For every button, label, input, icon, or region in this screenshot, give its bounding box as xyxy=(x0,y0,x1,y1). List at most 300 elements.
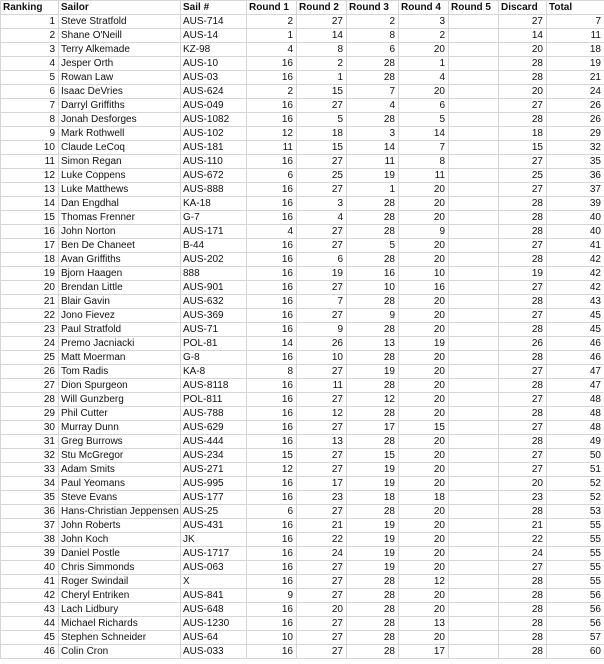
cell-sailor[interactable]: Darryl Griffiths xyxy=(59,99,181,113)
cell-sailor[interactable]: Colin Cron xyxy=(59,645,181,659)
cell-round2[interactable]: 27 xyxy=(297,225,347,239)
cell-round4[interactable]: 20 xyxy=(399,211,449,225)
cell-discard[interactable]: 28 xyxy=(499,379,547,393)
cell-discard[interactable]: 20 xyxy=(499,85,547,99)
cell-round1[interactable]: 16 xyxy=(247,323,297,337)
cell-discard[interactable]: 28 xyxy=(499,71,547,85)
cell-sail[interactable]: AUS-271 xyxy=(181,463,247,477)
cell-sail[interactable]: AUS-629 xyxy=(181,421,247,435)
cell-round3[interactable]: 28 xyxy=(347,575,399,589)
cell-ranking[interactable]: 41 xyxy=(1,575,59,589)
cell-round5[interactable] xyxy=(449,449,499,463)
cell-discard[interactable]: 28 xyxy=(499,57,547,71)
column-header-round5[interactable]: Round 5 xyxy=(449,1,499,15)
cell-discard[interactable]: 27 xyxy=(499,309,547,323)
cell-round3[interactable]: 5 xyxy=(347,239,399,253)
cell-round5[interactable] xyxy=(449,99,499,113)
cell-round3[interactable]: 19 xyxy=(347,169,399,183)
cell-round5[interactable] xyxy=(449,379,499,393)
cell-discard[interactable]: 27 xyxy=(499,183,547,197)
cell-sail[interactable]: AUS-063 xyxy=(181,561,247,575)
cell-round3[interactable]: 11 xyxy=(347,155,399,169)
cell-round2[interactable]: 27 xyxy=(297,183,347,197)
cell-round2[interactable]: 27 xyxy=(297,155,347,169)
cell-round1[interactable]: 6 xyxy=(247,169,297,183)
cell-sail[interactable]: AUS-71 xyxy=(181,323,247,337)
cell-round5[interactable] xyxy=(449,561,499,575)
cell-sailor[interactable]: Michael Richards xyxy=(59,617,181,631)
cell-total[interactable]: 40 xyxy=(547,211,604,225)
cell-total[interactable]: 56 xyxy=(547,617,604,631)
cell-round3[interactable]: 19 xyxy=(347,547,399,561)
cell-total[interactable]: 52 xyxy=(547,491,604,505)
cell-round5[interactable] xyxy=(449,197,499,211)
cell-sail[interactable]: AUS-624 xyxy=(181,85,247,99)
cell-round4[interactable]: 12 xyxy=(399,575,449,589)
cell-round2[interactable]: 2 xyxy=(297,57,347,71)
cell-round4[interactable]: 20 xyxy=(399,239,449,253)
cell-round1[interactable]: 16 xyxy=(247,239,297,253)
cell-round1[interactable]: 16 xyxy=(247,295,297,309)
cell-round5[interactable] xyxy=(449,43,499,57)
cell-round1[interactable]: 16 xyxy=(247,211,297,225)
cell-ranking[interactable]: 43 xyxy=(1,603,59,617)
cell-round5[interactable] xyxy=(449,505,499,519)
cell-round1[interactable]: 16 xyxy=(247,575,297,589)
cell-round2[interactable]: 27 xyxy=(297,617,347,631)
cell-sail[interactable]: G-8 xyxy=(181,351,247,365)
cell-round1[interactable]: 2 xyxy=(247,15,297,29)
cell-total[interactable]: 50 xyxy=(547,449,604,463)
cell-round1[interactable]: 16 xyxy=(247,99,297,113)
cell-round3[interactable]: 19 xyxy=(347,365,399,379)
cell-round2[interactable]: 27 xyxy=(297,463,347,477)
cell-discard[interactable]: 27 xyxy=(499,281,547,295)
cell-ranking[interactable]: 15 xyxy=(1,211,59,225)
cell-round4[interactable]: 9 xyxy=(399,225,449,239)
cell-sailor[interactable]: Dan Engdhal xyxy=(59,197,181,211)
cell-round5[interactable] xyxy=(449,645,499,659)
cell-discard[interactable]: 14 xyxy=(499,29,547,43)
cell-round4[interactable]: 20 xyxy=(399,547,449,561)
cell-round3[interactable]: 28 xyxy=(347,351,399,365)
cell-sailor[interactable]: Terry Alkemade xyxy=(59,43,181,57)
cell-sailor[interactable]: Mark Rothwell xyxy=(59,127,181,141)
cell-round3[interactable]: 28 xyxy=(347,197,399,211)
cell-ranking[interactable]: 33 xyxy=(1,463,59,477)
cell-round3[interactable]: 28 xyxy=(347,295,399,309)
cell-total[interactable]: 29 xyxy=(547,127,604,141)
cell-sail[interactable]: KA-8 xyxy=(181,365,247,379)
cell-round3[interactable]: 15 xyxy=(347,449,399,463)
cell-discard[interactable]: 28 xyxy=(499,295,547,309)
cell-sail[interactable]: KA-18 xyxy=(181,197,247,211)
cell-round2[interactable]: 27 xyxy=(297,631,347,645)
cell-round3[interactable]: 18 xyxy=(347,491,399,505)
cell-sailor[interactable]: Avan Griffiths xyxy=(59,253,181,267)
cell-sailor[interactable]: Adam Smits xyxy=(59,463,181,477)
cell-discard[interactable]: 28 xyxy=(499,225,547,239)
cell-round3[interactable]: 17 xyxy=(347,421,399,435)
cell-sail[interactable]: X xyxy=(181,575,247,589)
cell-discard[interactable]: 28 xyxy=(499,323,547,337)
cell-round1[interactable]: 16 xyxy=(247,113,297,127)
cell-sail[interactable]: AUS-841 xyxy=(181,589,247,603)
cell-total[interactable]: 56 xyxy=(547,589,604,603)
cell-discard[interactable]: 27 xyxy=(499,421,547,435)
cell-round1[interactable]: 16 xyxy=(247,351,297,365)
cell-round5[interactable] xyxy=(449,57,499,71)
cell-round5[interactable] xyxy=(449,463,499,477)
cell-round4[interactable]: 20 xyxy=(399,477,449,491)
cell-total[interactable]: 39 xyxy=(547,197,604,211)
cell-total[interactable]: 40 xyxy=(547,225,604,239)
cell-ranking[interactable]: 24 xyxy=(1,337,59,351)
cell-round2[interactable]: 19 xyxy=(297,267,347,281)
cell-sailor[interactable]: Paul Stratfold xyxy=(59,323,181,337)
cell-round5[interactable] xyxy=(449,253,499,267)
cell-round1[interactable]: 16 xyxy=(247,519,297,533)
cell-sailor[interactable]: Jonah Desforges xyxy=(59,113,181,127)
cell-sail[interactable]: AUS-431 xyxy=(181,519,247,533)
cell-round5[interactable] xyxy=(449,323,499,337)
cell-round1[interactable]: 16 xyxy=(247,645,297,659)
cell-round5[interactable] xyxy=(449,533,499,547)
cell-round3[interactable]: 4 xyxy=(347,99,399,113)
cell-ranking[interactable]: 22 xyxy=(1,309,59,323)
cell-sailor[interactable]: Luke Matthews xyxy=(59,183,181,197)
cell-round3[interactable]: 19 xyxy=(347,561,399,575)
cell-round1[interactable]: 16 xyxy=(247,281,297,295)
cell-discard[interactable]: 28 xyxy=(499,603,547,617)
cell-round5[interactable] xyxy=(449,169,499,183)
column-header-sail[interactable]: Sail # xyxy=(181,1,247,15)
cell-discard[interactable]: 20 xyxy=(499,477,547,491)
cell-round5[interactable] xyxy=(449,155,499,169)
cell-ranking[interactable]: 26 xyxy=(1,365,59,379)
cell-round5[interactable] xyxy=(449,239,499,253)
cell-total[interactable]: 53 xyxy=(547,505,604,519)
cell-round4[interactable]: 15 xyxy=(399,421,449,435)
cell-sail[interactable]: AUS-632 xyxy=(181,295,247,309)
cell-sail[interactable]: AUS-181 xyxy=(181,141,247,155)
cell-ranking[interactable]: 10 xyxy=(1,141,59,155)
cell-round5[interactable] xyxy=(449,351,499,365)
cell-round4[interactable]: 20 xyxy=(399,463,449,477)
cell-discard[interactable]: 28 xyxy=(499,575,547,589)
cell-round4[interactable]: 20 xyxy=(399,449,449,463)
cell-discard[interactable]: 28 xyxy=(499,631,547,645)
cell-round1[interactable]: 6 xyxy=(247,505,297,519)
cell-ranking[interactable]: 2 xyxy=(1,29,59,43)
cell-sailor[interactable]: Stu McGregor xyxy=(59,449,181,463)
cell-round5[interactable] xyxy=(449,589,499,603)
cell-round5[interactable] xyxy=(449,617,499,631)
cell-round4[interactable]: 20 xyxy=(399,561,449,575)
cell-discard[interactable]: 27 xyxy=(499,99,547,113)
cell-total[interactable]: 36 xyxy=(547,169,604,183)
cell-sail[interactable]: AUS-64 xyxy=(181,631,247,645)
cell-sailor[interactable]: Jono Fievez xyxy=(59,309,181,323)
cell-total[interactable]: 19 xyxy=(547,57,604,71)
cell-discard[interactable]: 28 xyxy=(499,407,547,421)
cell-round5[interactable] xyxy=(449,29,499,43)
cell-sail[interactable]: AUS-049 xyxy=(181,99,247,113)
cell-round5[interactable] xyxy=(449,71,499,85)
cell-round2[interactable]: 12 xyxy=(297,407,347,421)
cell-round3[interactable]: 19 xyxy=(347,533,399,547)
cell-sailor[interactable]: John Norton xyxy=(59,225,181,239)
cell-sail[interactable]: AUS-788 xyxy=(181,407,247,421)
cell-discard[interactable]: 27 xyxy=(499,449,547,463)
cell-round2[interactable]: 9 xyxy=(297,323,347,337)
cell-round1[interactable]: 16 xyxy=(247,183,297,197)
cell-sailor[interactable]: Paul Yeomans xyxy=(59,477,181,491)
cell-round1[interactable]: 16 xyxy=(247,617,297,631)
cell-sailor[interactable]: Steve Stratfold xyxy=(59,15,181,29)
cell-round3[interactable]: 12 xyxy=(347,393,399,407)
cell-discard[interactable]: 27 xyxy=(499,155,547,169)
column-header-round1[interactable]: Round 1 xyxy=(247,1,297,15)
cell-round5[interactable] xyxy=(449,365,499,379)
cell-sail[interactable]: AUS-648 xyxy=(181,603,247,617)
cell-sail[interactable]: AUS-03 xyxy=(181,71,247,85)
cell-round3[interactable]: 7 xyxy=(347,85,399,99)
cell-round4[interactable]: 20 xyxy=(399,253,449,267)
cell-round3[interactable]: 28 xyxy=(347,407,399,421)
cell-round3[interactable]: 28 xyxy=(347,505,399,519)
cell-discard[interactable]: 27 xyxy=(499,239,547,253)
cell-round3[interactable]: 28 xyxy=(347,57,399,71)
cell-sailor[interactable]: Matt Moerman xyxy=(59,351,181,365)
cell-round4[interactable]: 20 xyxy=(399,631,449,645)
cell-round4[interactable]: 17 xyxy=(399,645,449,659)
cell-round3[interactable]: 3 xyxy=(347,127,399,141)
cell-sail[interactable]: AUS-8118 xyxy=(181,379,247,393)
cell-ranking[interactable]: 3 xyxy=(1,43,59,57)
cell-ranking[interactable]: 35 xyxy=(1,491,59,505)
cell-round4[interactable]: 20 xyxy=(399,295,449,309)
cell-round5[interactable] xyxy=(449,183,499,197)
cell-discard[interactable]: 28 xyxy=(499,617,547,631)
cell-round5[interactable] xyxy=(449,113,499,127)
cell-round2[interactable]: 26 xyxy=(297,337,347,351)
cell-round1[interactable]: 4 xyxy=(247,43,297,57)
cell-round2[interactable]: 8 xyxy=(297,43,347,57)
cell-round2[interactable]: 6 xyxy=(297,253,347,267)
cell-sail[interactable]: AUS-102 xyxy=(181,127,247,141)
cell-ranking[interactable]: 19 xyxy=(1,267,59,281)
cell-round3[interactable]: 16 xyxy=(347,267,399,281)
cell-round5[interactable] xyxy=(449,267,499,281)
cell-total[interactable]: 55 xyxy=(547,519,604,533)
cell-ranking[interactable]: 29 xyxy=(1,407,59,421)
cell-sailor[interactable]: Roger Swindail xyxy=(59,575,181,589)
cell-round1[interactable]: 16 xyxy=(247,267,297,281)
cell-discard[interactable]: 28 xyxy=(499,505,547,519)
cell-sail[interactable]: AUS-444 xyxy=(181,435,247,449)
cell-total[interactable]: 7 xyxy=(547,15,604,29)
cell-sailor[interactable]: Bjorn Haagen xyxy=(59,267,181,281)
cell-discard[interactable]: 23 xyxy=(499,491,547,505)
cell-sailor[interactable]: Cheryl Entriken xyxy=(59,589,181,603)
cell-discard[interactable]: 20 xyxy=(499,43,547,57)
cell-ranking[interactable]: 4 xyxy=(1,57,59,71)
cell-round5[interactable] xyxy=(449,337,499,351)
cell-round1[interactable]: 9 xyxy=(247,589,297,603)
cell-sail[interactable]: AUS-369 xyxy=(181,309,247,323)
cell-round2[interactable]: 27 xyxy=(297,421,347,435)
cell-sail[interactable]: AUS-888 xyxy=(181,183,247,197)
cell-discard[interactable]: 28 xyxy=(499,645,547,659)
cell-round3[interactable]: 28 xyxy=(347,253,399,267)
column-header-ranking[interactable]: Ranking xyxy=(1,1,59,15)
cell-sail[interactable]: AUS-1082 xyxy=(181,113,247,127)
cell-sailor[interactable]: Dion Spurgeon xyxy=(59,379,181,393)
cell-sail[interactable]: AUS-033 xyxy=(181,645,247,659)
cell-round1[interactable]: 16 xyxy=(247,71,297,85)
cell-discard[interactable]: 18 xyxy=(499,127,547,141)
cell-round5[interactable] xyxy=(449,547,499,561)
cell-round4[interactable]: 20 xyxy=(399,365,449,379)
cell-round1[interactable]: 16 xyxy=(247,561,297,575)
cell-round2[interactable]: 10 xyxy=(297,351,347,365)
cell-round1[interactable]: 4 xyxy=(247,225,297,239)
cell-round2[interactable]: 7 xyxy=(297,295,347,309)
cell-total[interactable]: 18 xyxy=(547,43,604,57)
cell-discard[interactable]: 26 xyxy=(499,337,547,351)
cell-round3[interactable]: 8 xyxy=(347,29,399,43)
cell-round5[interactable] xyxy=(449,309,499,323)
cell-total[interactable]: 35 xyxy=(547,155,604,169)
cell-round3[interactable]: 28 xyxy=(347,323,399,337)
cell-total[interactable]: 46 xyxy=(547,337,604,351)
cell-ranking[interactable]: 6 xyxy=(1,85,59,99)
cell-round2[interactable]: 27 xyxy=(297,15,347,29)
cell-round1[interactable]: 16 xyxy=(247,197,297,211)
cell-total[interactable]: 47 xyxy=(547,379,604,393)
cell-total[interactable]: 55 xyxy=(547,533,604,547)
cell-ranking[interactable]: 32 xyxy=(1,449,59,463)
cell-total[interactable]: 56 xyxy=(547,603,604,617)
cell-round1[interactable]: 2 xyxy=(247,85,297,99)
cell-sail[interactable]: KZ-98 xyxy=(181,43,247,57)
cell-sail[interactable]: AUS-714 xyxy=(181,15,247,29)
cell-round2[interactable]: 15 xyxy=(297,85,347,99)
cell-sail[interactable]: AUS-171 xyxy=(181,225,247,239)
cell-round2[interactable]: 27 xyxy=(297,99,347,113)
cell-round2[interactable]: 27 xyxy=(297,365,347,379)
cell-round1[interactable]: 16 xyxy=(247,491,297,505)
cell-round5[interactable] xyxy=(449,281,499,295)
column-header-total[interactable]: Total xyxy=(547,1,604,15)
cell-round3[interactable]: 28 xyxy=(347,379,399,393)
cell-round1[interactable]: 16 xyxy=(247,421,297,435)
cell-ranking[interactable]: 16 xyxy=(1,225,59,239)
cell-sail[interactable]: POL-811 xyxy=(181,393,247,407)
cell-round5[interactable] xyxy=(449,421,499,435)
cell-round1[interactable]: 16 xyxy=(247,57,297,71)
cell-round5[interactable] xyxy=(449,519,499,533)
cell-total[interactable]: 43 xyxy=(547,295,604,309)
cell-ranking[interactable]: 21 xyxy=(1,295,59,309)
cell-round1[interactable]: 16 xyxy=(247,547,297,561)
cell-round2[interactable]: 27 xyxy=(297,589,347,603)
cell-sailor[interactable]: Premo Jacniacki xyxy=(59,337,181,351)
cell-ranking[interactable]: 28 xyxy=(1,393,59,407)
cell-sail[interactable]: AUS-110 xyxy=(181,155,247,169)
cell-total[interactable]: 55 xyxy=(547,575,604,589)
cell-round3[interactable]: 2 xyxy=(347,15,399,29)
cell-round2[interactable]: 22 xyxy=(297,533,347,547)
cell-ranking[interactable]: 25 xyxy=(1,351,59,365)
cell-sailor[interactable]: Greg Burrows xyxy=(59,435,181,449)
cell-sail[interactable]: AUS-14 xyxy=(181,29,247,43)
cell-sailor[interactable]: Shane O'Neill xyxy=(59,29,181,43)
cell-total[interactable]: 48 xyxy=(547,393,604,407)
cell-round3[interactable]: 1 xyxy=(347,183,399,197)
cell-sail[interactable]: G-7 xyxy=(181,211,247,225)
column-header-sailor[interactable]: Sailor xyxy=(59,1,181,15)
cell-round3[interactable]: 28 xyxy=(347,645,399,659)
cell-round4[interactable]: 8 xyxy=(399,155,449,169)
cell-ranking[interactable]: 5 xyxy=(1,71,59,85)
cell-round4[interactable]: 20 xyxy=(399,393,449,407)
cell-round3[interactable]: 19 xyxy=(347,519,399,533)
cell-total[interactable]: 24 xyxy=(547,85,604,99)
cell-sail[interactable]: AUS-177 xyxy=(181,491,247,505)
cell-total[interactable]: 46 xyxy=(547,351,604,365)
cell-round5[interactable] xyxy=(449,141,499,155)
cell-sail[interactable]: 888 xyxy=(181,267,247,281)
cell-round3[interactable]: 28 xyxy=(347,589,399,603)
cell-round4[interactable]: 20 xyxy=(399,589,449,603)
cell-round5[interactable] xyxy=(449,477,499,491)
cell-round5[interactable] xyxy=(449,295,499,309)
cell-round2[interactable]: 5 xyxy=(297,113,347,127)
cell-round5[interactable] xyxy=(449,15,499,29)
cell-sailor[interactable]: Stephen Schneider xyxy=(59,631,181,645)
cell-round2[interactable]: 27 xyxy=(297,239,347,253)
cell-discard[interactable]: 28 xyxy=(499,351,547,365)
cell-round3[interactable]: 19 xyxy=(347,477,399,491)
cell-round1[interactable]: 16 xyxy=(247,393,297,407)
cell-total[interactable]: 45 xyxy=(547,323,604,337)
cell-round4[interactable]: 20 xyxy=(399,85,449,99)
cell-round2[interactable]: 27 xyxy=(297,505,347,519)
cell-ranking[interactable]: 42 xyxy=(1,589,59,603)
cell-ranking[interactable]: 37 xyxy=(1,519,59,533)
cell-discard[interactable]: 28 xyxy=(499,253,547,267)
cell-round2[interactable]: 17 xyxy=(297,477,347,491)
cell-round3[interactable]: 28 xyxy=(347,617,399,631)
cell-round4[interactable]: 3 xyxy=(399,15,449,29)
cell-round3[interactable]: 28 xyxy=(347,211,399,225)
cell-round3[interactable]: 13 xyxy=(347,337,399,351)
cell-total[interactable]: 42 xyxy=(547,281,604,295)
cell-sail[interactable]: AUS-901 xyxy=(181,281,247,295)
cell-round1[interactable]: 16 xyxy=(247,155,297,169)
cell-ranking[interactable]: 45 xyxy=(1,631,59,645)
cell-sail[interactable]: POL-81 xyxy=(181,337,247,351)
cell-sailor[interactable]: Hans-Christian Jeppensen xyxy=(59,505,181,519)
cell-round4[interactable]: 20 xyxy=(399,183,449,197)
cell-round2[interactable]: 27 xyxy=(297,393,347,407)
cell-ranking[interactable]: 23 xyxy=(1,323,59,337)
cell-discard[interactable]: 24 xyxy=(499,547,547,561)
cell-sailor[interactable]: Brendan Little xyxy=(59,281,181,295)
cell-sailor[interactable]: Claude LeCoq xyxy=(59,141,181,155)
